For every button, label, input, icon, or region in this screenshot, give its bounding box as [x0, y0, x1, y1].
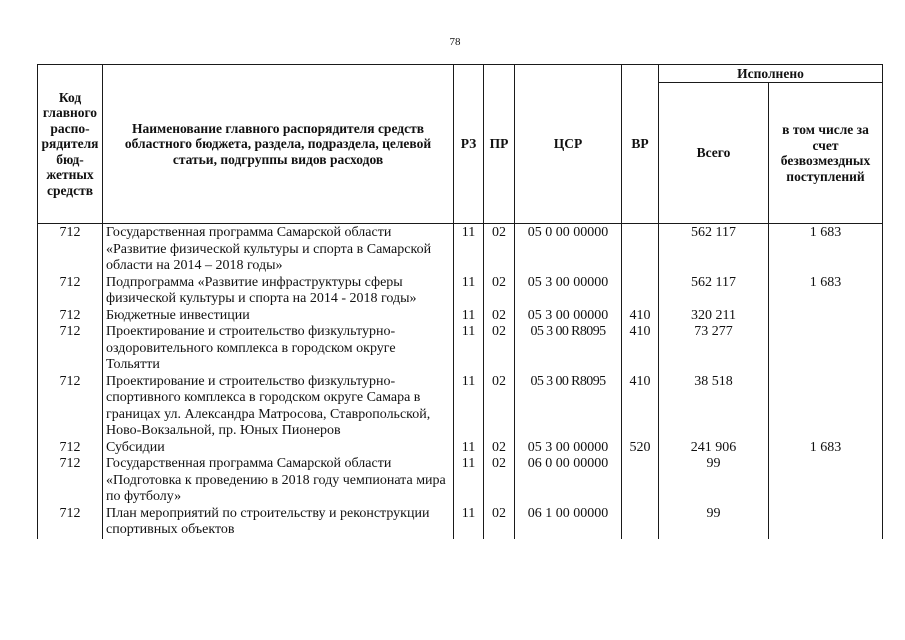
budget-table — [37, 64, 883, 539]
cell-free — [769, 456, 883, 506]
cell-free — [769, 374, 883, 440]
cell-code: 712 — [38, 440, 103, 457]
table-row — [38, 456, 883, 506]
cell-csr: 06 1 00 00000 — [515, 506, 622, 539]
cell-name: Субсидии — [103, 440, 454, 457]
header-name: Наименование главного распорядителя средств областного бюджета, раздела, подраздела, целевой статьи, подгруппы видов расходов — [103, 65, 454, 224]
cell-csr: 05 3 00 00000 — [515, 275, 622, 308]
cell-free: 1 683 — [769, 440, 883, 457]
cell-vr: 520 — [622, 440, 659, 457]
cell-pr: 02 — [484, 374, 515, 440]
header-executed: Исполнено — [659, 65, 883, 83]
table-row — [38, 440, 883, 457]
cell-code: 712 — [38, 324, 103, 374]
cell-total: 562 117 — [659, 224, 769, 275]
cell-csr: 05 3 00 00000 — [515, 440, 622, 457]
cell-code: 712 — [38, 374, 103, 440]
cell-name: Проектирование и строительство физкультурно-спортивного комплекса в городском округе Самара в границах ул. Александра Матросова, Ставропольской, Ново-Вокзальной, пр. Юных Пионеров — [103, 374, 454, 440]
header-total: Всего — [659, 83, 769, 224]
cell-rz: 11 — [454, 324, 484, 374]
cell-free — [769, 308, 883, 325]
table-row — [38, 224, 883, 275]
cell-total: 241 906 — [659, 440, 769, 457]
cell-name: Государственная программа Самарской области «Подготовка к проведению в 2018 году чемпионата мира по футболу» — [103, 456, 454, 506]
cell-rz: 11 — [454, 440, 484, 457]
cell-vr: 410 — [622, 374, 659, 440]
cell-pr: 02 — [484, 456, 515, 506]
cell-rz: 11 — [454, 506, 484, 539]
page-number: 78 — [449, 36, 461, 48]
cell-code: 712 — [38, 308, 103, 325]
cell-csr: 05 3 00 R8095 — [515, 324, 622, 374]
cell-pr: 02 — [484, 275, 515, 308]
cell-free: 1 683 — [769, 224, 883, 275]
header-csr: ЦСР — [515, 65, 622, 224]
cell-pr: 02 — [484, 324, 515, 374]
header-free: в том числе за счет безвозмездных поступлений — [769, 83, 883, 224]
cell-free — [769, 506, 883, 539]
cell-vr: 410 — [622, 308, 659, 325]
cell-total: 73 277 — [659, 324, 769, 374]
cell-code: 712 — [38, 224, 103, 275]
cell-code: 712 — [38, 456, 103, 506]
header-pr: ПР — [484, 65, 515, 224]
cell-vr — [622, 275, 659, 308]
cell-free — [769, 324, 883, 374]
cell-vr — [622, 456, 659, 506]
header-rz: РЗ — [454, 65, 484, 224]
header-vr: ВР — [622, 65, 659, 224]
cell-rz: 11 — [454, 374, 484, 440]
cell-csr: 05 0 00 00000 — [515, 224, 622, 275]
cell-vr — [622, 506, 659, 539]
cell-rz: 11 — [454, 456, 484, 506]
table-row — [38, 506, 883, 539]
cell-vr — [622, 224, 659, 275]
cell-total: 38 518 — [659, 374, 769, 440]
cell-pr: 02 — [484, 224, 515, 275]
cell-rz: 11 — [454, 308, 484, 325]
cell-total: 99 — [659, 456, 769, 506]
cell-csr: 05 3 00 R8095 — [515, 374, 622, 440]
cell-code: 712 — [38, 275, 103, 308]
cell-pr: 02 — [484, 506, 515, 539]
cell-csr: 06 0 00 00000 — [515, 456, 622, 506]
cell-csr: 05 3 00 00000 — [515, 308, 622, 325]
table-row — [38, 374, 883, 440]
cell-name: Проектирование и строительство физкультурно-оздоровительного комплекса в городском округе Тольятти — [103, 324, 454, 374]
cell-total: 320 211 — [659, 308, 769, 325]
cell-name: Бюджетные инвестиции — [103, 308, 454, 325]
cell-rz: 11 — [454, 224, 484, 275]
cell-vr: 410 — [622, 324, 659, 374]
cell-rz: 11 — [454, 275, 484, 308]
cell-code: 712 — [38, 506, 103, 539]
table-row — [38, 275, 883, 308]
cell-free: 1 683 — [769, 275, 883, 308]
cell-name: Подпрограмма «Развитие инфраструктуры сферы физической культуры и спорта на 2014 - 2018 годы» — [103, 275, 454, 308]
cell-name: План мероприятий по строительству и реконструкции спортивных объектов — [103, 506, 454, 539]
cell-pr: 02 — [484, 308, 515, 325]
cell-name: Государственная программа Самарской области «Развитие физической культуры и спорта в Самарской области на 2014 – 2018 годы» — [103, 224, 454, 275]
cell-pr: 02 — [484, 440, 515, 457]
table-row — [38, 308, 883, 325]
header-code: Код главного распо-рядителя бюд-жетных средств — [38, 65, 103, 224]
cell-total: 562 117 — [659, 275, 769, 308]
table-row — [38, 324, 883, 374]
cell-total: 99 — [659, 506, 769, 539]
